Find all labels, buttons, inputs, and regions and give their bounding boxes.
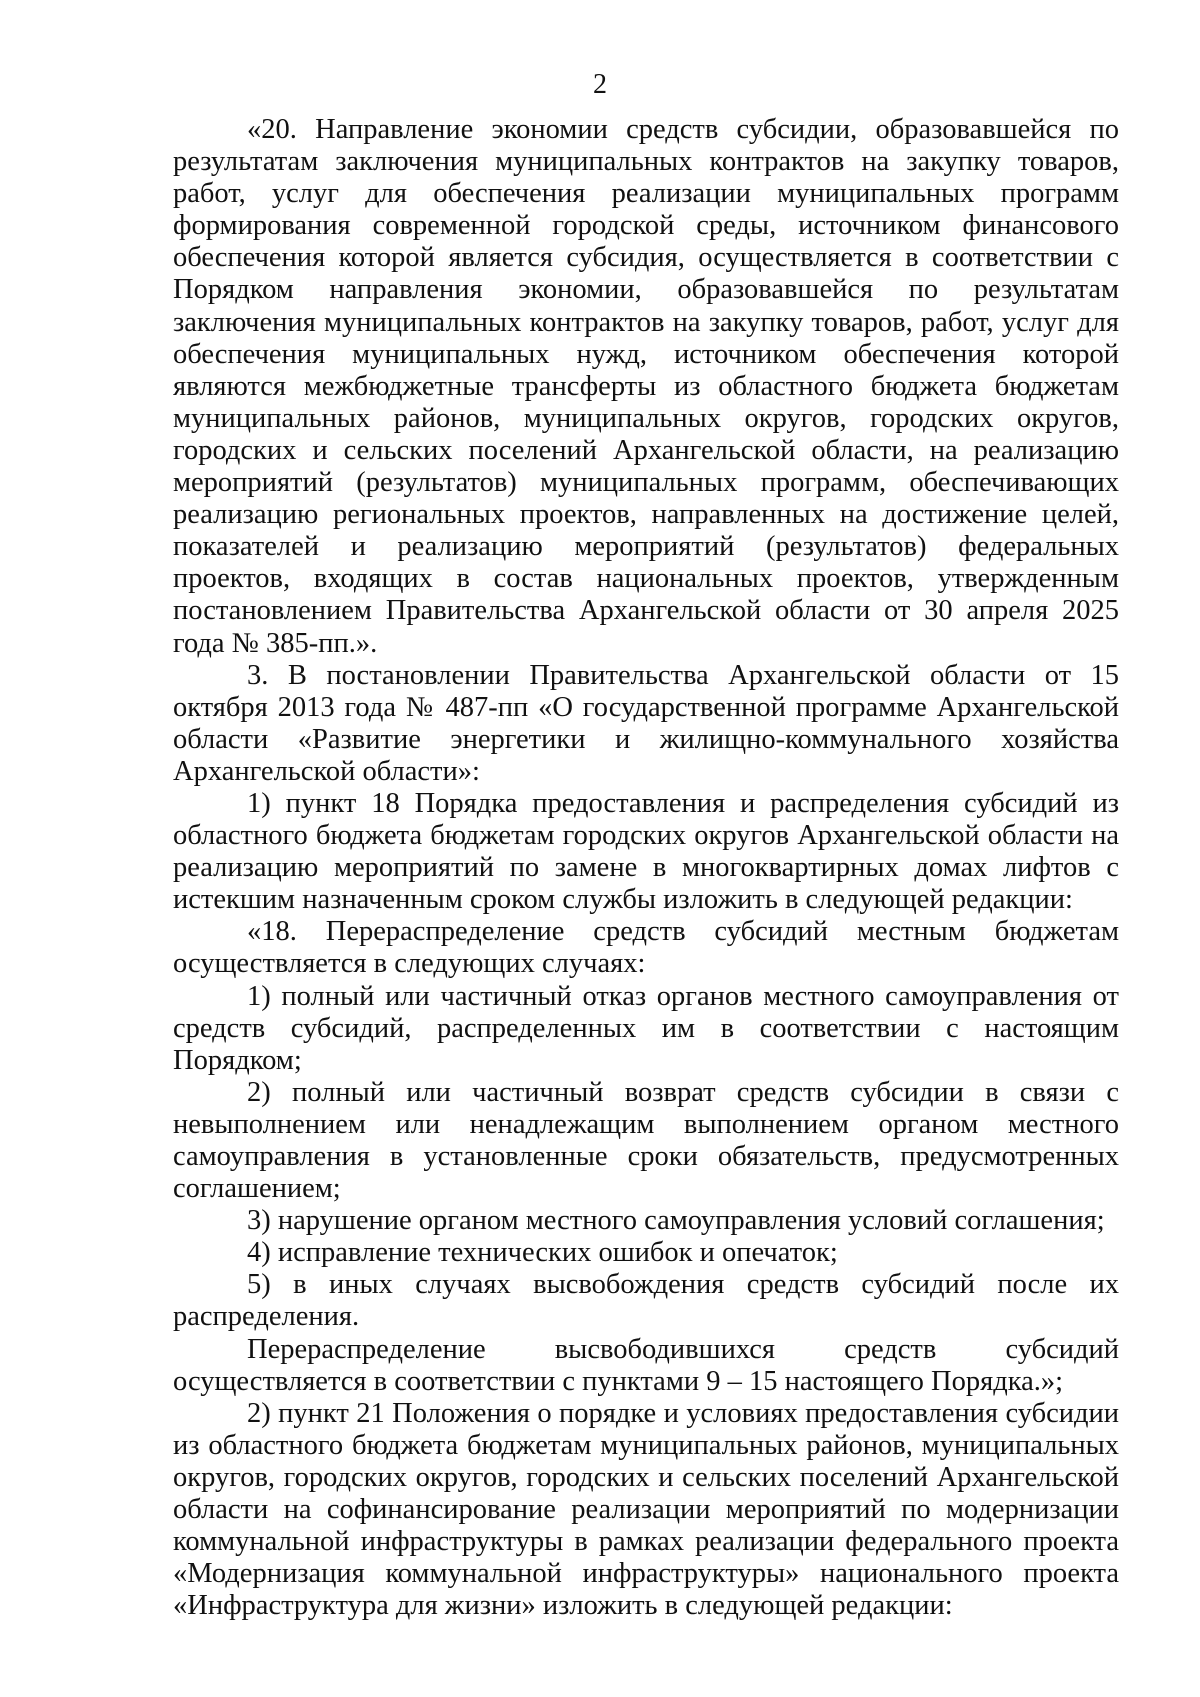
list-item-3: 3) нарушение органом местного самоуправления условий соглашения; [247, 1205, 1105, 1237]
list-item-2: 2) полный или частичный возврат средств субсидии в связи с невыполнением или ненадлежащим выполнением органом местного самоуправления в установленные сроки обязательств, предусмотренных соглашением; [173, 1076, 1119, 1205]
list-item-1: 1) полный или частичный отказ органов местного самоуправления от средств субсидий, распределенных им в соответствии с настоящим Порядком; [173, 980, 1119, 1076]
paragraph-item-3: 3. В постановлении Правительства Архангельской области от 15 октября 2013 года № 487-пп «О государственной программе Архангельской области «Развитие энергетики и жилищно-коммунального хозяйства Архангельской области»: [173, 659, 1119, 787]
paragraph-clause-20-text: «20. Направление экономии средств субсидии, образовавшейся по результатам заключения муниципальных контрактов на закупку товаров, работ, услуг для обеспечения реализации муниципальных программ формирования современной городской среды, источником финансового обеспечения которой является субсидия, осуществляется в соответствии с Порядком направления экономии, образовавшейся по результатам заключения муниципальных контрактов на закупку товаров, работ, услуг для обеспечения муниципальных нужд, источником обеспечения которой являются межбюджетные трансферты из областного бюджета бюджетам муниципальных районов, муниципальных округов, городских округов, городских и сельских поселений Архангельской области, на реализацию мероприятий (результатов) муниципальных программ, обеспечивающих реализацию региональных проектов, направленных на достижение целей, показателей и реализацию мероприятий (результатов) федеральных проектов, входящих в состав национальных проектов, утвержденным постановлением Правительства Архангельской области от 30 апреля 2025 года № 385-пп.». [173, 114, 1119, 659]
paragraph-subitem-2: 2) пункт 21 Положения о порядке и условиях предоставления субсидии из областного бюджета бюджетам муниципальных районов, муниципальных округов, городских округов, городских и сельских поселений Архангельской области на софинансирование реализации мероприятий по модернизации коммунальной инфраструктуры в рамках реализации федерального проекта «Модернизация коммунальной инфраструктуры» национального проекта «Инфраструктура для жизни» изложить в следующей редакции: [173, 1397, 1119, 1622]
paragraph-redistribution: Перераспределение высвободившихся средств субсидий осуществляется в соответствии с пунктами 9 – 15 настоящего Порядка.»; [173, 1333, 1119, 1397]
paragraph-subitem-1: 1) пункт 18 Порядка предоставления и распределения субсидий из областного бюджета бюджетам городских округов Архангельской области на реализацию мероприятий по замене в многоквартирных домах лифтов с истекшим назначенным сроком службы изложить в следующей редакции: [173, 787, 1119, 916]
list-item-4: 4) исправление технических ошибок и опечаток; [247, 1237, 838, 1269]
list-item-5: 5) в иных случаях высвобождения средств субсидий после их распределения. [173, 1269, 1119, 1333]
document-body [173, 114, 1119, 1622]
page-number: 2 [593, 69, 607, 100]
paragraph-clause-18-intro: «18. Перераспределение средств субсидий местным бюджетам осуществляется в следующих случаях: [173, 916, 1119, 980]
